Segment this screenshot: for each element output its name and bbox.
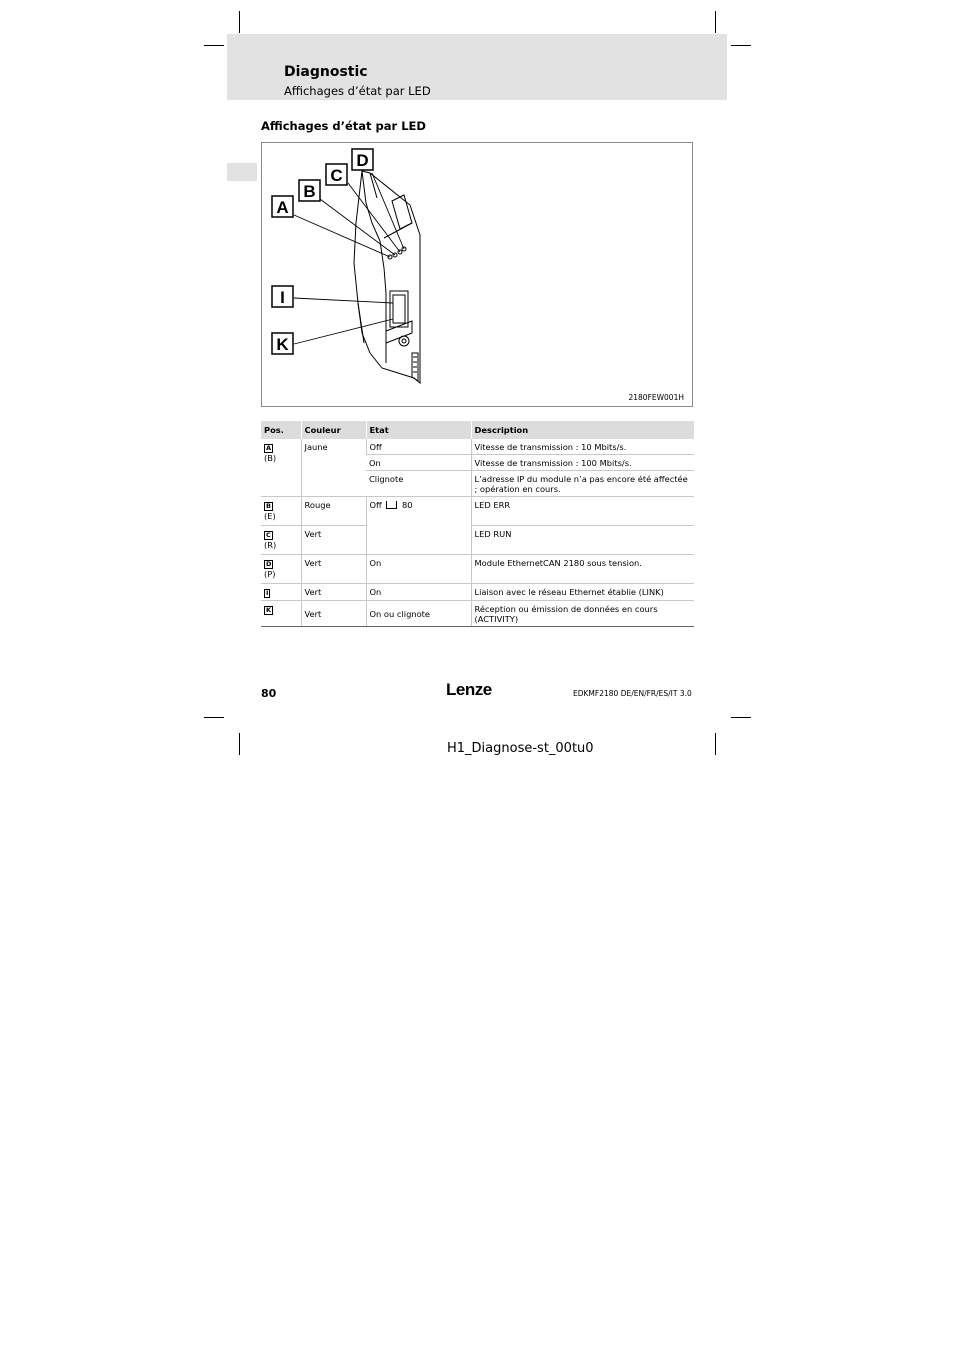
state-cell: On — [366, 455, 471, 471]
callout-b: B — [303, 182, 316, 201]
pos-key: B — [266, 502, 271, 510]
state-cell: On — [366, 584, 471, 601]
book-reference-icon — [386, 501, 397, 509]
crop-mark — [731, 717, 751, 718]
crop-mark — [239, 11, 240, 33]
callout-c: C — [330, 166, 343, 185]
crop-mark — [204, 45, 224, 46]
color-cell: Rouge — [301, 497, 366, 526]
column-header: Etat — [366, 421, 471, 439]
description-cell: Vitesse de transmission : 10 Mbits/s. — [471, 439, 694, 455]
state-text: Off — [369, 500, 382, 510]
pos-sub: (B) — [264, 453, 277, 463]
description-cell: Liaison avec le réseau Ethernet établie (LINK) — [471, 584, 694, 601]
crop-mark — [715, 11, 716, 33]
page-subtitle: Affichages d’état par LED — [284, 84, 431, 98]
table-header-row — [261, 421, 694, 439]
pos-cell — [261, 439, 301, 497]
pos-cell — [261, 497, 301, 526]
state-cell: Clignote — [366, 471, 471, 497]
pos-cell — [261, 584, 301, 601]
device-figure — [261, 142, 693, 407]
pos-key: K — [266, 606, 272, 614]
figure-caption: 2180FEW001H — [628, 393, 684, 402]
state-cell: Off — [366, 439, 471, 455]
led-status-table — [261, 421, 694, 627]
table-row — [261, 555, 694, 584]
color-cell: Vert — [301, 555, 366, 584]
pos-cell — [261, 526, 301, 555]
table-row — [261, 526, 694, 555]
description-cell: LED ERR — [471, 497, 694, 526]
crop-mark — [204, 717, 224, 718]
crop-mark — [715, 733, 716, 755]
callout-d: D — [356, 151, 369, 170]
description-cell: LED RUN — [471, 526, 694, 555]
color-cell: Vert — [301, 584, 366, 601]
column-header: Couleur — [301, 421, 366, 439]
pos-key: A — [266, 444, 272, 452]
pos-cell — [261, 555, 301, 584]
state-cell: On ou clignote — [366, 601, 471, 627]
color-cell: Vert — [301, 601, 366, 627]
callout-k: K — [276, 335, 289, 354]
section-heading: Affichages d’état par LED — [261, 119, 426, 133]
table-row — [261, 584, 694, 601]
crop-mark — [239, 733, 240, 755]
description-cell: Vitesse de transmission : 100 Mbits/s. — [471, 455, 694, 471]
pos-key: D — [266, 560, 272, 568]
color-cell: Vert — [301, 526, 366, 555]
lenze-logo: Lenze — [446, 680, 492, 699]
pos-cell — [261, 601, 301, 627]
page-title: Diagnostic — [284, 64, 368, 80]
description-cell: Réception ou émission de données en cours (ACTIVITY) — [471, 601, 694, 627]
pos-sub: (P) — [264, 569, 276, 579]
table-row — [261, 601, 694, 627]
pos-key: I — [266, 589, 269, 597]
state-cell — [366, 497, 471, 555]
description-cell: L’adresse IP du module n’a pas encore été affectée ; opération en cours. — [471, 471, 694, 497]
pos-sub: (R) — [264, 540, 277, 550]
side-tab-marker — [227, 163, 257, 181]
table-row — [261, 439, 694, 455]
state-cell: On — [366, 555, 471, 584]
callout-i: I — [280, 288, 285, 307]
color-cell: Jaune — [301, 439, 366, 497]
device-illustration — [262, 143, 694, 408]
column-header: Description — [471, 421, 694, 439]
document-code: EDKMF2180 DE/EN/FR/ES/IT 3.0 — [573, 689, 692, 698]
crop-mark — [731, 45, 751, 46]
callout-a: A — [276, 198, 289, 217]
page-number: 80 — [261, 687, 277, 700]
description-cell: Module EthernetCAN 2180 sous tension. — [471, 555, 694, 584]
pos-key: C — [266, 531, 271, 539]
page-reference: 80 — [402, 500, 413, 510]
column-header: Pos. — [261, 421, 301, 439]
table-row — [261, 497, 694, 526]
file-name: H1_Diagnose-st_00tu0 — [447, 741, 594, 756]
pos-sub: (E) — [264, 511, 276, 521]
